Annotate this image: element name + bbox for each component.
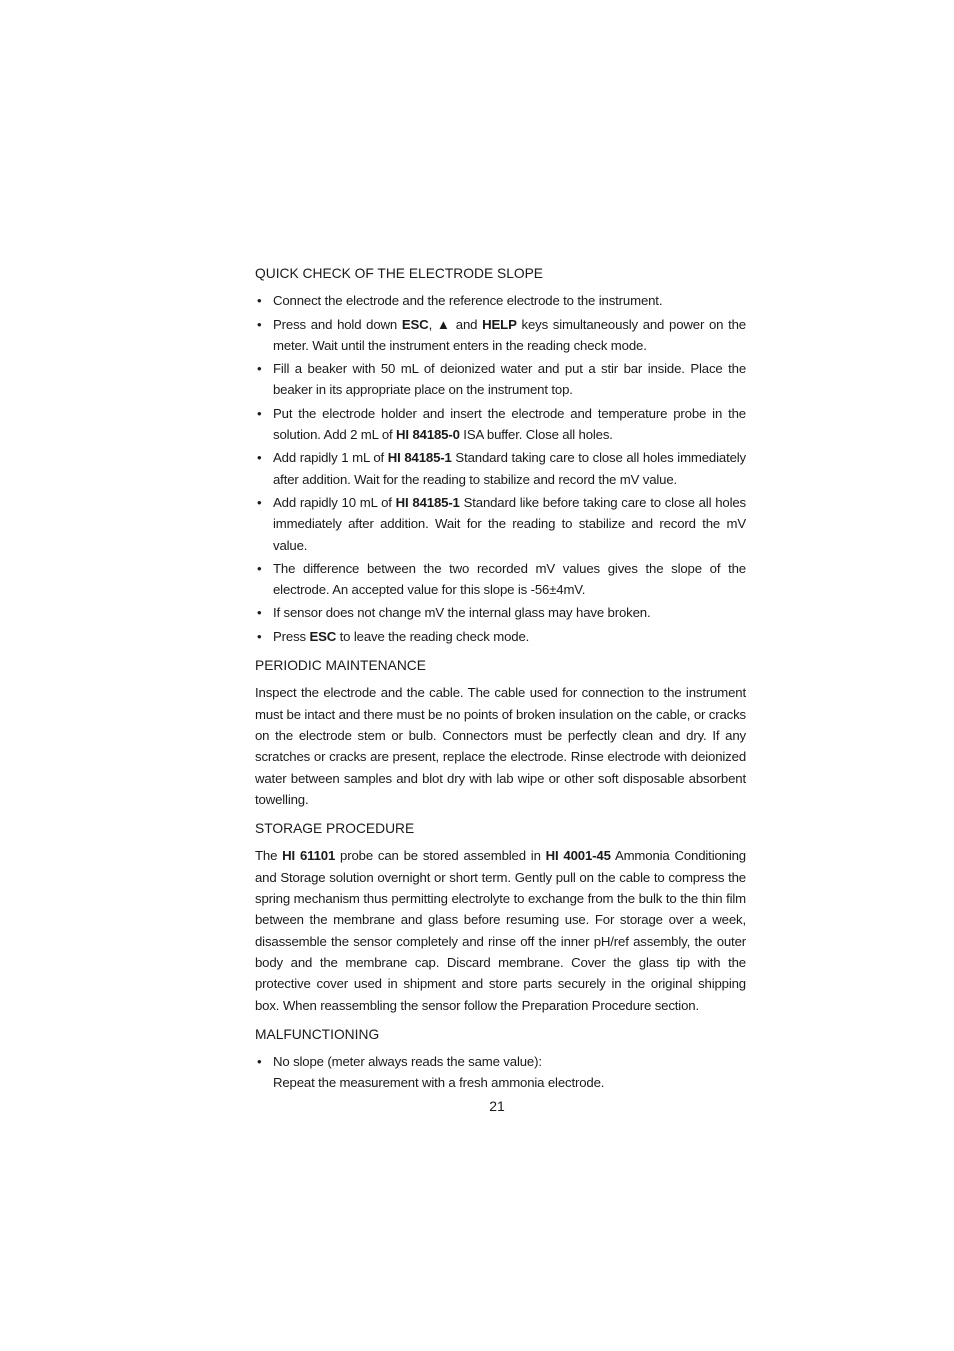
malfunction-remedy: Repeat the measurement with a fresh ammonia electrode. [273,1075,605,1091]
item-text: and [451,316,483,332]
item-text: Fill a beaker with 50 mL of deionized water and put a stir bar inside. Place the beaker in its appropriate place on the instrument top. [273,361,746,398]
quick-check-heading: QUICK CHECK OF THE ELECTRODE SLOPE [255,266,544,281]
malfunctioning-list [255,1051,746,1094]
item-text: Press [273,628,310,644]
up-arrow-key-icon: ▲ [436,316,452,332]
product-code: HI 84185-1 [387,450,452,466]
list-item [255,290,746,311]
bullet-icon: • [257,450,262,466]
help-key-label: HELP [482,316,517,332]
product-code: HI 4001-45 [545,848,611,864]
list-item [255,626,746,647]
item-text: to leave the reading check mode. [336,628,530,644]
malfunction-symptom: No slope (meter always reads the same value): [273,1054,542,1070]
storage-procedure-heading: STORAGE PROCEDURE [255,821,415,837]
list-item [255,314,746,357]
item-text: Add rapidly 10 mL of [273,494,396,510]
bullet-icon: • [257,361,262,377]
list-item [255,492,746,556]
bullet-icon: • [257,293,262,309]
list-item [255,1051,746,1094]
product-code: HI 84185-1 [395,494,460,510]
bullet-icon: • [257,405,262,421]
item-text: The difference between the two recorded mV values gives the slope of the electrode. An accepted value for this slope is -56±4mV. [273,560,746,598]
esc-key-label: ESC [309,628,337,644]
bullet-icon: • [257,605,262,621]
item-text: keys simultaneously and power on the meter. Wait until the instrument enters in the reading check mode. [273,316,746,353]
bullet-icon: • [257,628,262,644]
malfunctioning-heading: MALFUNCTIONING [255,1026,380,1042]
paragraph-text: Ammonia Conditioning and Storage solution overnight or short term. Gently pull on the cable to compress the spring mechanism thus permitting electrolyte to exchange from the bulk to the thin film between the membrane and glass before resuming use. For storage over a week, disassemble the sensor completely and rinse off the inner pH/ref assembly, the outer body and the membrane cap. Discard membrane. Cover the glass tip with the protective cover used in shipment and store parts securely in the original shipping box. When reassembling the sensor follow the Preparation Procedure section. [255,848,746,1013]
list-item [255,403,746,446]
item-text: Press and hold down [273,316,402,332]
list-item [255,358,746,401]
page-content [255,263,746,1102]
esc-key-label: ESC [401,316,429,332]
periodic-maintenance-text: Inspect the electrode and the cable. The cable used for connection to the instrument must be intact and there must be no points of broken insulation on the cable, or cracks on the electrode stem or bulb. Connectors must be perfectly clean and dry. If any scratches or cracks are present, replace the electrode. Rinse electrode with deionized water between samples and blot dry with lab wipe or other soft disposable absorbent towelling. [255,685,746,807]
bullet-icon: • [257,1054,262,1070]
list-item [255,447,746,490]
item-text: Standard like before taking care to close all holes immediately after addition. Wait for the reading to stabilize and record the mV value. [273,494,746,553]
item-text: If sensor does not change mV the internal glass may have broken. [273,605,651,621]
item-text: , [428,316,437,332]
item-text: Add rapidly 1 mL of [273,450,388,466]
storage-procedure-text [255,845,746,1015]
list-item [255,558,746,601]
product-code: HI 84185-0 [396,427,460,443]
item-text: Connect the electrode and the reference electrode to the instrument. [273,293,663,309]
bullet-icon: • [257,494,262,510]
bullet-icon: • [257,560,262,576]
item-text: ISA buffer. Close all holes. [459,427,613,443]
item-text: Put the electrode holder and insert the electrode and temperature probe in the solution. Add 2 mL of [273,405,746,443]
paragraph-text: probe can be stored assembled in [335,848,546,864]
periodic-maintenance-heading: PERIODIC MAINTENANCE [255,658,426,674]
product-code: HI 61101 [282,848,336,864]
paragraph-text: The [255,848,283,864]
quick-check-list [255,290,746,647]
list-item [255,602,746,623]
bullet-icon: • [257,316,262,332]
page-number: 21 [489,1098,505,1114]
item-text: Standard taking care to close all holes immediately after addition. Wait for the reading to stabilize and record the mV value. [273,450,747,487]
